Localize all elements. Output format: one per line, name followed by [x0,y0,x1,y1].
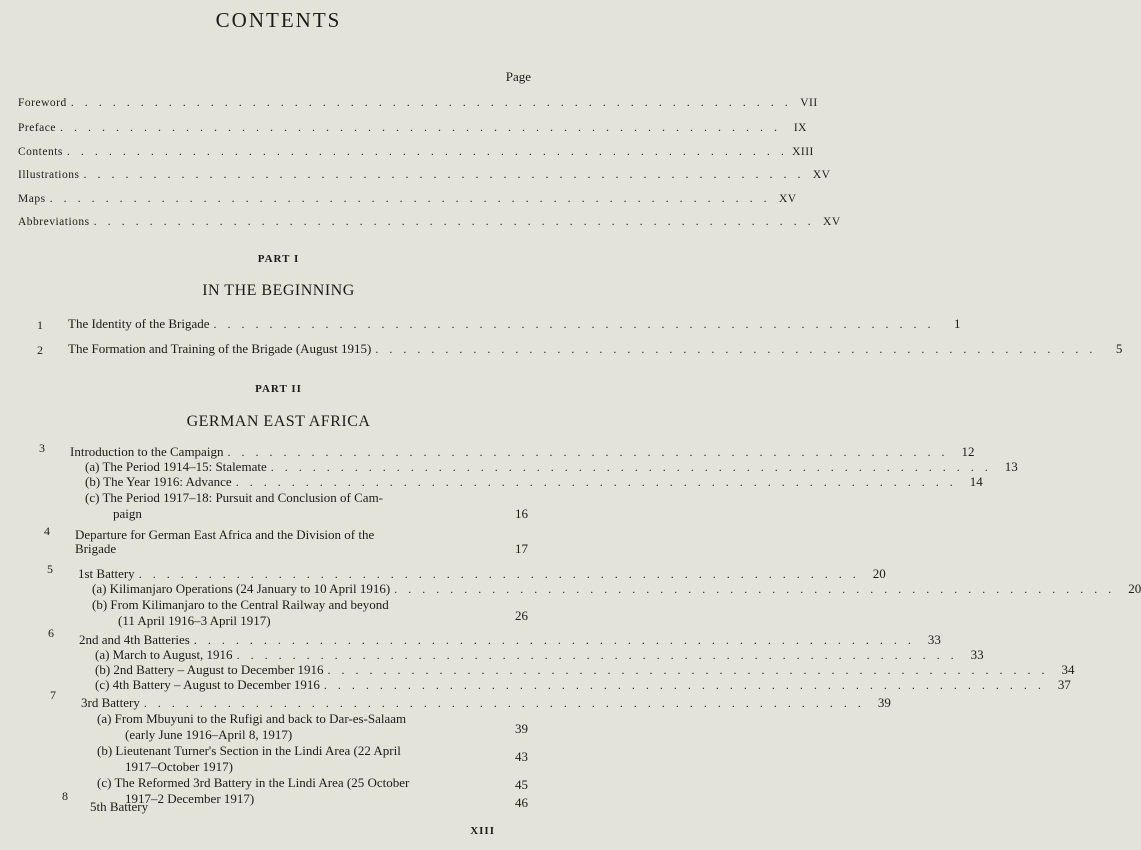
toc-line-7a: (a) From Mbuyuni to the Rufigi and back to Dar-es-Salaam [97,711,407,726]
toc-label: The Identity of the Brigade [68,316,210,331]
toc-page: 20 [872,566,886,581]
toc-page: 39 [877,695,891,710]
toc-row-chapter-3[interactable] [70,444,975,459]
toc-line-7c-cont: 1917–2 December 1917) [125,791,255,806]
toc-page: VII [800,97,818,109]
toc-row-chapter-7[interactable] [81,695,891,710]
toc-row-preface[interactable] [18,120,807,135]
dot-leader: . . . . . . . . . . . . . . . . . . . . . . . . . . . . . . . . . . . . . . . . . . . . . . . . . . . . [227,445,949,459]
toc-page: 37 [1057,677,1071,692]
dot-leader: . . . . . . . . . . . . . . . . . . . . . . . . . . . . . . . . . . . . . . . . . . . . . . . . . . . . [394,582,1116,596]
dot-leader: . . . . . . . . . . . . . . . . . . . . . . . . . . . . . . . . . . . . . . . . . . . . . . . . . . . . [327,663,1049,677]
toc-line-chapter-4: Departure for German East Africa and the Division of the [75,527,375,542]
toc-label: Illustrations [18,169,80,181]
toc-line-5b: (b) From Kilimanjaro to the Central Railway and beyond [92,597,389,612]
toc-page: 39 [515,721,528,736]
dot-leader: . . . . . . . . . . . . . . . . . . . . . . . . . . . . . . . . . . . . . . . . . . . . . . . . . . . . [236,648,958,662]
toc-page: 20 [1128,581,1141,596]
dot-leader: . . . . . . . . . . . . . . . . . . . . . . . . . . . . . . . . . . . . . . . . . . . . . . . . . . . . [143,696,865,710]
toc-row-3a[interactable] [85,459,1018,474]
toc-page: 5 [1115,341,1123,356]
dot-leader: . . . . . . . . . . . . . . . . . . . . . . . . . . . . . . . . . . . . . . . . . . . . . . . . . . . . [193,633,915,647]
dot-leader: . . . . . . . . . . . . . . . . . . . . . . . . . . . . . . . . . . . . . . . . . . . . . . . . . . . . [235,475,957,489]
part-title: IN THE BEGINNING [202,282,355,299]
toc-page: IX [793,122,807,134]
toc-label: Introduction to the Campaign [70,444,224,459]
part-title: GERMAN EAST AFRICA [186,413,371,430]
toc-label: (c) 4th Battery – August to December 1916 [95,677,320,692]
toc-line-chapter-8: 5th Battery [90,799,149,814]
toc-label: 2nd and 4th Batteries [79,632,190,647]
toc-page: 34 [1061,662,1075,677]
dot-leader: . . . . . . . . . . . . . . . . . . . . . . . . . . . . . . . . . . . . . . . . . . . . . . . . . . . . [270,460,992,474]
toc-label: (b) The Year 1916: Advance [85,474,232,489]
toc-row-5a[interactable] [92,581,1141,596]
chapter-number: 2 [37,343,43,357]
toc-label: 1st Battery [78,566,135,581]
toc-page: 46 [515,795,528,810]
toc-page: XV [778,193,797,205]
dot-leader: . . . . . . . . . . . . . . . . . . . . . . . . . . . . . . . . . . . . . . . . . . . . . . . . . . . . [138,567,860,581]
toc-row-chapter-2[interactable] [68,341,1123,356]
toc-line-3c-cont: paign [113,506,142,521]
page-folio: XIII [470,825,495,837]
dot-leader: . . . . . . . . . . . . . . . . . . . . . . . . . . . . . . . . . . . . . . . . . . . . . . . . . . . . [213,317,935,331]
toc-page: 1 [954,316,961,331]
dot-leader: . . . . . . . . . . . . . . . . . . . . . . . . . . . . . . . . . . . . . . . . . . . . . . . . . . . . [59,120,781,134]
chapter-number: 6 [48,626,54,640]
toc-page: 16 [515,506,528,521]
page-column-header: Page [505,69,531,84]
toc-page: 13 [1004,459,1018,474]
dot-leader: . . . . . . . . . . . . . . . . . . . . . . . . . . . . . . . . . . . . . . . . . . . . . . . . . . . . [49,191,771,205]
dot-leader: . . . . . . . . . . . . . . . . . . . . . . . . . . . . . . . . . . . . . . . . . . . . . . . . . . . . [323,678,1045,692]
toc-line-3c: (c) The Period 1917–18: Pursuit and Conclusion of Cam- [85,490,384,505]
toc-row-chapter-1[interactable] [68,316,961,331]
toc-row-6a[interactable] [95,647,984,662]
toc-row-foreword[interactable] [18,95,818,110]
chapter-number: 7 [50,688,56,702]
toc-page: XIII [792,146,814,158]
toc-line-7c: (c) The Reformed 3rd Battery in the Lindi Area (25 October [97,775,410,790]
chapter-number: 4 [44,524,50,538]
dot-leader: . . . . . . . . . . . . . . . . . . . . . . . . . . . . . . . . . . . . . . . . . . . . . . . . . . . . [83,167,805,181]
toc-row-contents[interactable] [18,144,814,159]
toc-line-7a-cont: (early June 1916–April 8, 1917) [125,727,293,742]
dot-leader: . . . . . . . . . . . . . . . . . . . . . . . . . . . . . . . . . . . . . . . . . . . . . . . . . . . . [66,144,788,158]
dot-leader: . . . . . . . . . . . . . . . . . . . . . . . . . . . . . . . . . . . . . . . . . . . . . . . . . . . . [375,342,1097,356]
toc-label: (b) 2nd Battery – August to December 1916 [95,662,324,677]
toc-page: 45 [515,777,528,792]
chapter-number: 5 [47,562,53,576]
toc-label: Foreword [18,97,67,109]
toc-line-chapter-4-cont: Brigade [75,541,117,556]
toc-label: 3rd Battery [81,695,140,710]
toc-row-maps[interactable] [18,191,797,206]
toc-line-7b: (b) Lieutenant Turner's Section in the Lindi Area (22 April [97,743,401,758]
toc-row-6b[interactable] [95,662,1075,677]
toc-page: 17 [515,541,528,556]
toc-label: The Formation and Training of the Brigade (August 1915) [68,341,372,356]
toc-page: 12 [961,444,975,459]
part-label: PART I [257,253,300,265]
toc-page: 26 [515,608,528,623]
toc-line-7b-cont: 1917–October 1917) [125,759,233,774]
chapter-number: 8 [62,789,68,803]
chapter-number: 3 [39,441,45,455]
toc-label: Maps [18,193,46,205]
toc-page: 43 [515,749,528,764]
dot-leader: . . . . . . . . . . . . . . . . . . . . . . . . . . . . . . . . . . . . . . . . . . . . . . . . . . . . [70,95,792,109]
toc-label: (a) Kilimanjaro Operations (24 January to 10 April 1916) [92,581,391,596]
toc-page: XV [823,216,841,228]
toc-row-3b[interactable] [85,474,983,489]
toc-row-chapter-5[interactable] [78,566,886,581]
part-label: PART II [255,383,302,395]
toc-label: Abbreviations [18,216,90,228]
toc-row-illustrations[interactable] [18,167,831,182]
toc-row-chapter-6[interactable] [79,632,941,647]
toc-page: 33 [927,632,941,647]
toc-page: 33 [970,647,984,662]
toc-row-6c[interactable] [95,677,1071,692]
toc-label: Preface [18,122,56,134]
toc-line-5b-cont: (11 April 1916–3 April 1917) [118,613,271,628]
dot-leader: . . . . . . . . . . . . . . . . . . . . . . . . . . . . . . . . . . . . . . . . . . . . . . . . . . . . [93,214,815,228]
toc-page: XV [812,169,831,181]
toc-label: (a) March to August, 1916 [95,647,233,662]
toc-page: 14 [969,474,983,489]
chapter-number: 1 [37,318,43,332]
page-title: CONTENTS [215,8,342,32]
toc-row-abbreviations[interactable] [18,214,841,229]
toc-label: (a) The Period 1914–15: Stalemate [85,459,267,474]
toc-label: Contents [18,146,63,158]
